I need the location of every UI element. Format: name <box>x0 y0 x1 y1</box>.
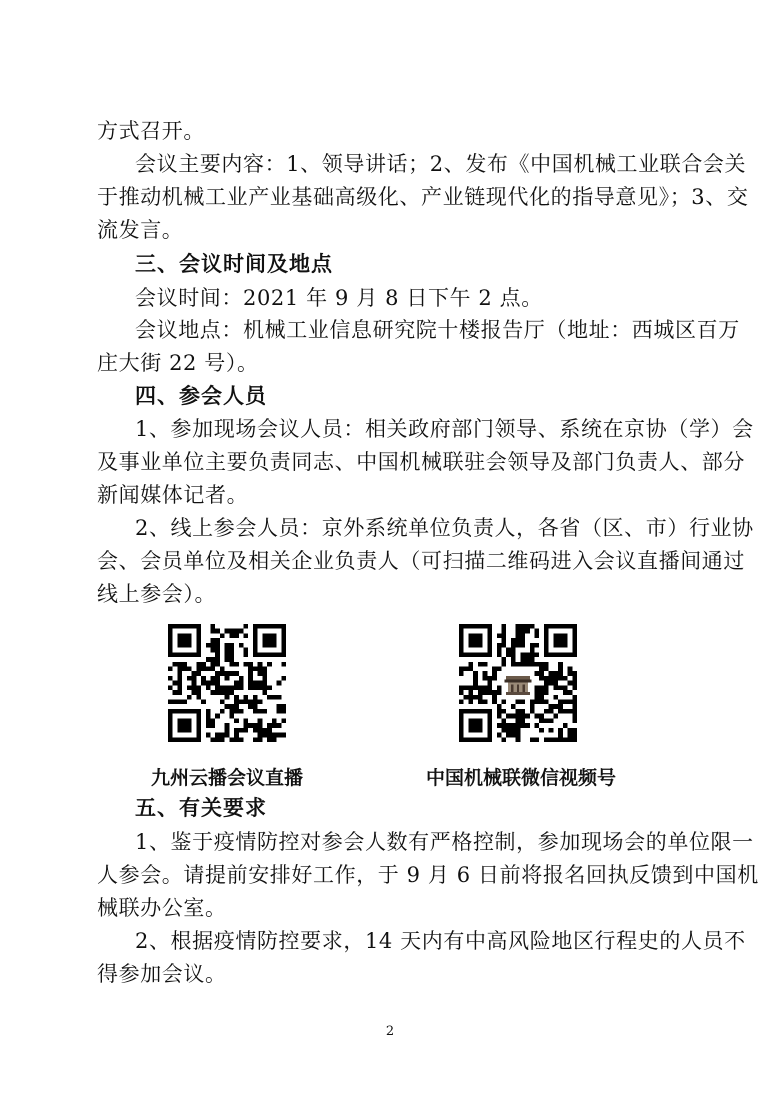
paragraph-line: 及事业单位主要负责同志、中国机械联驻会领导及部门负责人、部分 <box>97 450 745 474</box>
qr-code-icon <box>168 624 286 742</box>
paragraph-line: 人参会。请提前安排好工作，于 9 月 6 日前将报名回执反馈到中国机 <box>97 863 759 887</box>
paragraph-line: 庄大街 22 号）。 <box>97 351 259 375</box>
qr-caption: 九州云播会议直播 <box>151 767 304 789</box>
paragraph-line: 会议主要内容：1、领导讲话；2、发布《中国机械工业联合会关 <box>135 152 747 176</box>
paragraph-line: 1、鉴于疫情防控对参会人数有严格控制，参加现场会的单位限一 <box>135 830 754 854</box>
paragraph-line: 会议地点：机械工业信息研究院十楼报告厅（地址：西城区百万 <box>135 318 740 342</box>
paragraph-line: 于推动机械工业产业基础高级化、产业链现代化的指导意见》；3、交 <box>97 185 749 209</box>
section-heading: 四、参会人员 <box>135 384 267 408</box>
page-number: 2 <box>385 1024 395 1039</box>
paragraph-line: 2、线上参会人员：京外系统单位负责人，各省（区、市）行业协 <box>135 516 754 540</box>
paragraph-line: 流发言。 <box>97 218 184 242</box>
qr-caption: 中国机械联微信视频号 <box>426 767 617 789</box>
qr-code-icon <box>459 624 577 742</box>
paragraph-line: 械联办公室。 <box>97 896 227 920</box>
paragraph-line: 会议时间：2021 年 9 月 8 日下午 2 点。 <box>135 286 543 310</box>
section-heading: 五、有关要求 <box>135 796 267 820</box>
paragraph-line: 线上参会）。 <box>97 582 217 606</box>
paragraph-line: 2、根据疫情防控要求，14 天内有中高风险地区行程史的人员不 <box>135 929 746 953</box>
paragraph-line: 方式召开。 <box>97 119 205 143</box>
section-heading: 三、会议时间及地点 <box>135 252 333 276</box>
paragraph-line: 新闻媒体记者。 <box>97 483 249 507</box>
paragraph-line: 会、会员单位及相关企业负责人（可扫描二维码进入会议直播间通过 <box>97 549 745 573</box>
paragraph-line: 得参加会议。 <box>97 962 227 986</box>
paragraph-line: 1、参加现场会议人员：相关政府部门领导、系统在京协（学）会 <box>135 417 754 441</box>
